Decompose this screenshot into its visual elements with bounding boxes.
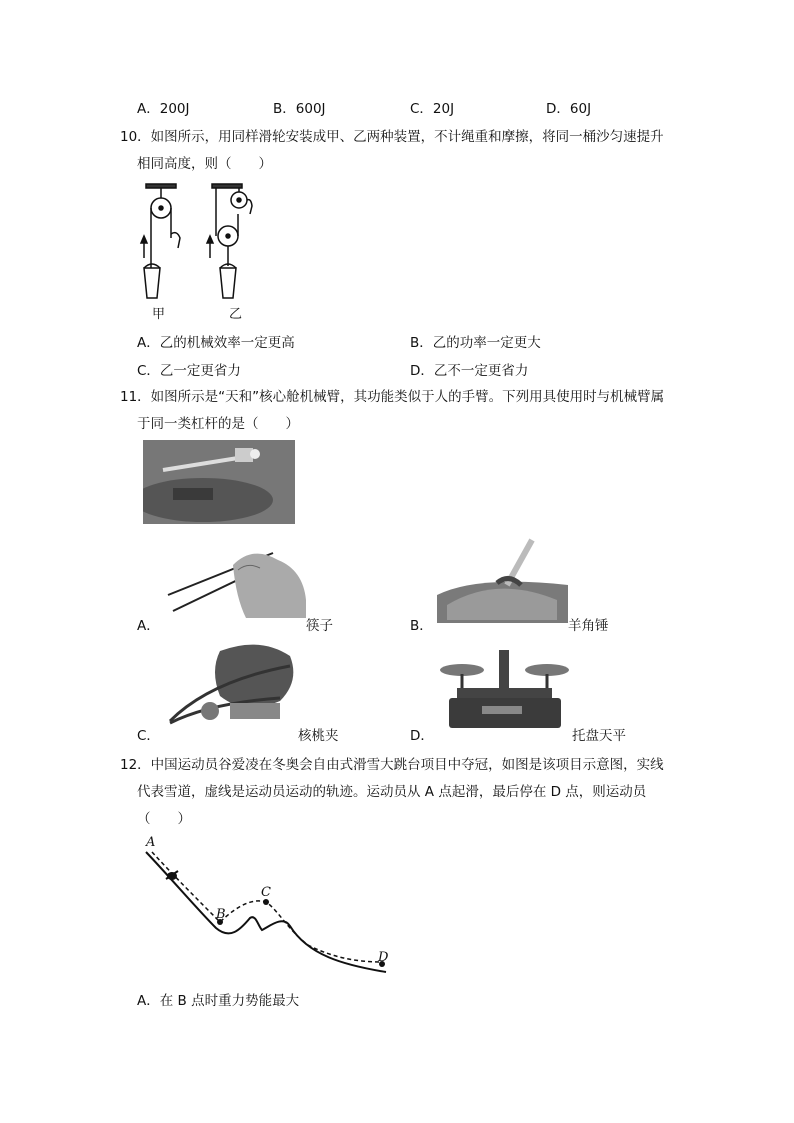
q9-option-d: D．60J bbox=[546, 101, 592, 117]
q11-option-d-letter: D． bbox=[410, 728, 434, 744]
pulley-fixed-jia bbox=[141, 184, 180, 298]
q10-option-a: A．乙的机械效率一定更高 bbox=[137, 335, 295, 351]
q12-stem-line1: 12．中国运动员谷爱凌在冬奥会自由式滑雪大跳台项目中夺冠，如图是该项目示意图，实线 bbox=[120, 757, 664, 773]
label-b: B bbox=[216, 907, 226, 922]
chopsticks-photo bbox=[163, 535, 306, 618]
nutcracker-photo bbox=[165, 641, 297, 730]
balance-scale-photo bbox=[437, 648, 572, 732]
q10-option-d: D．乙不一定更省力 bbox=[410, 363, 529, 379]
label-c: C bbox=[261, 885, 271, 900]
q10-stem-line1: 10．如图所示，用同样滑轮安装成甲、乙两种装置，不计绳重和摩擦，将同一桶沙匀速提升 bbox=[120, 129, 664, 145]
q11-option-a-letter: A． bbox=[137, 618, 160, 634]
q11-option-b-letter: B． bbox=[410, 618, 433, 634]
q10-option-b: B．乙的功率一定更大 bbox=[410, 335, 541, 351]
q9-option-a: A．200J bbox=[137, 101, 190, 117]
q10-stem-line2: 相同高度，则（ ） bbox=[137, 156, 272, 172]
q10-pulley-figure bbox=[138, 176, 268, 326]
robotic-arm-photo bbox=[143, 440, 295, 524]
q12-ski-track-figure bbox=[138, 830, 398, 980]
q11-option-d-name: 托盘天平 bbox=[572, 728, 626, 744]
snow-track bbox=[146, 852, 386, 972]
q12-stem-line3: （ ） bbox=[137, 811, 191, 827]
label-jia: 甲 bbox=[152, 307, 166, 322]
q11-stem-line1: 11．如图所示是“天和”核心舱机械臂，其功能类似于人的手臂。下列用具使用时与机械臂属 bbox=[120, 389, 665, 405]
label-d: D bbox=[378, 950, 389, 965]
q11-option-c-letter: C． bbox=[137, 728, 160, 744]
claw-hammer-photo bbox=[437, 535, 568, 623]
label-a: A bbox=[146, 835, 156, 850]
q12-option-a: A．在 B 点时重力势能最大 bbox=[137, 993, 300, 1009]
q11-stem-line2: 于同一类杠杆的是（ ） bbox=[137, 416, 299, 432]
q12-stem-line2: 代表雪道，虚线是运动员运动的轨迹。运动员从 A 点起滑，最后停在 D 点，则运动员 bbox=[137, 784, 647, 800]
q11-option-a-name: 筷子 bbox=[306, 618, 333, 634]
label-yi: 乙 bbox=[229, 307, 243, 322]
q9-option-b: B．600J bbox=[273, 101, 326, 117]
athlete-trajectory bbox=[152, 852, 382, 962]
q9-option-c: C．20J bbox=[410, 101, 455, 117]
pulley-movable-yi bbox=[207, 184, 252, 298]
q11-option-b-name: 羊角锤 bbox=[568, 618, 609, 634]
q10-option-c: C．乙一定更省力 bbox=[137, 363, 241, 379]
q11-option-c-name: 核桃夹 bbox=[298, 728, 339, 744]
